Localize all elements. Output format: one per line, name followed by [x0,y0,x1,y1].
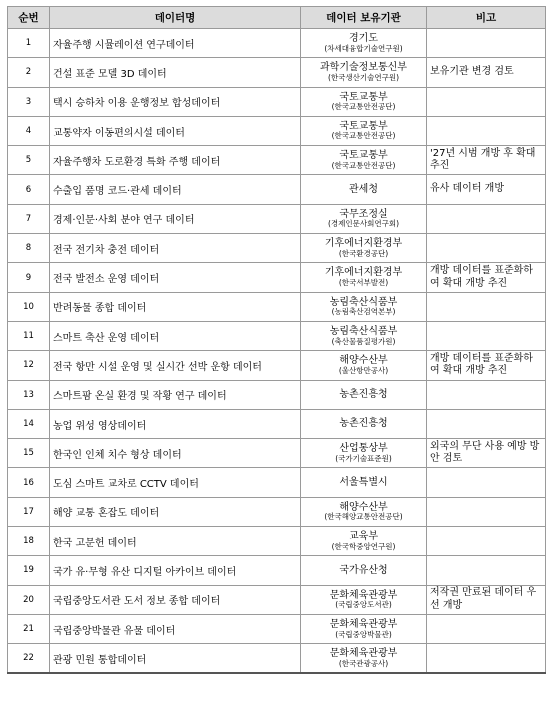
organization-cell [301,234,427,263]
row-number: 15 [8,439,50,468]
organization-main: 농촌진흥청 [339,418,388,430]
data-table [7,6,546,674]
note-cell [427,204,546,233]
note-cell [427,497,546,526]
organization-sub: (한국생산기술연구원) [327,72,400,82]
organization-main: 산업통상부 [339,443,388,455]
note-cell: 개방 데이터를 표준화하여 확대 개방 추진 [427,263,546,292]
organization-sub: (한국서부발전) [338,277,389,287]
organization-main: 문화체육관광부 [329,619,398,631]
data-name-cell: 한국 고문헌 데이터 [50,527,301,556]
organization-main: 국토교통부 [339,150,388,162]
row-number: 8 [8,234,50,263]
organization-sub: (차세대융합기술연구원) [324,43,403,53]
organization-cell [301,175,427,204]
note-cell: 외국의 무단 사용 예방 방안 검토 [427,439,546,468]
row-number: 20 [8,585,50,614]
table-row [8,321,546,350]
data-name-cell: 해양 교통 혼잡도 데이터 [50,497,301,526]
data-name-cell: 자율주행 시뮬레이션 연구데이터 [50,29,301,58]
table-row [8,614,546,643]
table-row [8,87,546,116]
data-name-cell: 수출입 품명 코드·관세 데이터 [50,175,301,204]
organization-cell [301,614,427,643]
note-cell [427,409,546,438]
note-cell: '27년 시범 개방 후 확대 추진 [427,146,546,175]
data-name-cell: 국립중앙박물관 유물 데이터 [50,614,301,643]
row-number: 22 [8,644,50,673]
organization-sub: (경제인문사회연구회) [327,219,400,229]
organization-main: 경기도 [349,33,378,45]
data-name-cell: 교통약자 이동편의시설 데이터 [50,116,301,145]
organization-cell [301,321,427,350]
organization-cell [301,497,427,526]
data-name-cell: 전국 항만 시설 운영 및 실시간 선박 운항 데이터 [50,351,301,380]
note-cell [427,380,546,409]
organization-cell [301,439,427,468]
organization-sub: (국가기술표준원) [335,453,392,463]
data-name-cell: 건설 표준 모델 3D 데이터 [50,58,301,87]
table-row [8,468,546,497]
organization-cell [301,58,427,87]
note-cell [427,468,546,497]
row-number: 6 [8,175,50,204]
organization-cell [301,204,427,233]
organization-sub: (한국관광공사) [338,658,389,668]
data-name-cell: 택시 승하차 이용 운행정보 합성데이터 [50,87,301,116]
data-name-cell: 관광 민원 통합데이터 [50,644,301,673]
organization-sub: (한국교통안전공단) [331,102,396,112]
row-number: 3 [8,87,50,116]
organization-cell [301,556,427,585]
row-number: 10 [8,292,50,321]
organization-main: 국토교통부 [339,120,388,132]
row-number: 11 [8,321,50,350]
organization-sub: (한국교통안전공단) [331,131,396,141]
organization-cell [301,585,427,614]
organization-main: 해양수산부 [339,355,388,367]
row-number: 17 [8,497,50,526]
organization-sub: (한국학중앙연구원) [331,541,396,551]
header-organization: 데이터 보유기관 [301,7,427,29]
note-cell [427,234,546,263]
table-row [8,409,546,438]
header-data-name: 데이터명 [50,7,301,29]
data-name-cell: 도심 스마트 교차로 CCTV 데이터 [50,468,301,497]
row-number: 14 [8,409,50,438]
header-note: 비고 [427,7,546,29]
note-cell: 보유기관 변경 검토 [427,58,546,87]
organization-cell [301,527,427,556]
organization-main: 농림축산식품부 [329,326,398,338]
organization-sub: (한국환경공단) [338,248,389,258]
organization-cell [301,644,427,673]
data-name-cell: 한국인 인체 치수 형상 데이터 [50,439,301,468]
organization-sub: (한국해양교통안전공단) [324,512,403,522]
row-number: 13 [8,380,50,409]
organization-sub: (울산항만공사) [338,365,389,375]
row-number: 4 [8,116,50,145]
row-number: 1 [8,29,50,58]
note-cell [427,614,546,643]
table-row [8,292,546,321]
table-row [8,29,546,58]
header-row [8,7,546,29]
table-row [8,175,546,204]
organization-main: 농림축산식품부 [329,296,398,308]
organization-main: 국무조정실 [339,208,388,220]
organization-cell [301,29,427,58]
header-no: 순번 [8,7,50,29]
note-cell [427,292,546,321]
data-name-cell: 전국 발전소 운영 데이터 [50,263,301,292]
data-name-cell: 국립중앙도서관 도서 정보 종합 데이터 [50,585,301,614]
table-row [8,439,546,468]
data-name-cell: 스마트팜 온실 환경 및 작황 연구 데이터 [50,380,301,409]
organization-main: 기후에너지환경부 [324,238,403,250]
note-cell [427,527,546,556]
organization-main: 서울특별시 [339,476,388,488]
table-row [8,234,546,263]
organization-main: 해양수산부 [339,501,388,513]
table-row [8,497,546,526]
data-name-cell: 자율주행차 도로환경 특화 주행 데이터 [50,146,301,175]
organization-main: 문화체육관광부 [329,648,398,660]
note-cell: 개방 데이터를 표준화하여 확대 개방 추진 [427,351,546,380]
organization-cell [301,468,427,497]
table-row [8,585,546,614]
row-number: 9 [8,263,50,292]
organization-sub: (농림축산검역본부) [331,307,396,317]
organization-main: 농촌진흥청 [339,388,388,400]
note-cell [427,556,546,585]
organization-cell [301,87,427,116]
note-cell [427,29,546,58]
organization-cell [301,380,427,409]
organization-cell [301,116,427,145]
table-row [8,58,546,87]
organization-cell [301,263,427,292]
note-cell [427,87,546,116]
table-row [8,263,546,292]
data-name-cell: 농업 위성 영상데이터 [50,409,301,438]
row-number: 5 [8,146,50,175]
organization-sub: (축산물품질평가원) [331,336,396,346]
organization-main: 과학기술정보통신부 [320,62,407,74]
data-name-cell: 전국 전기차 충전 데이터 [50,234,301,263]
table-row [8,380,546,409]
data-name-cell: 경제·인문·사회 분야 연구 데이터 [50,204,301,233]
table-row [8,351,546,380]
table-row [8,556,546,585]
organization-cell [301,409,427,438]
table-row [8,116,546,145]
table-row [8,527,546,556]
note-cell [427,644,546,673]
organization-main: 문화체육관광부 [329,589,398,601]
organization-sub: (한국교통안전공단) [331,160,396,170]
data-name-cell: 스마트 축산 운영 데이터 [50,321,301,350]
organization-cell [301,292,427,321]
organization-main: 기후에너지환경부 [324,267,403,279]
row-number: 21 [8,614,50,643]
organization-main: 관세청 [349,183,378,195]
data-name-cell: 국가 유·무형 유산 디지털 아카이브 데이터 [50,556,301,585]
row-number: 19 [8,556,50,585]
row-number: 7 [8,204,50,233]
row-number: 2 [8,58,50,87]
row-number: 12 [8,351,50,380]
organization-sub: (국립중앙박물관) [335,629,392,639]
note-cell: 유사 데이터 개방 [427,175,546,204]
note-cell: 저작권 만료된 데이터 우선 개방 [427,585,546,614]
note-cell [427,321,546,350]
organization-main: 국가유산청 [339,564,388,576]
row-number: 18 [8,527,50,556]
data-name-cell: 반려동물 종합 데이터 [50,292,301,321]
table-row [8,644,546,673]
note-cell [427,116,546,145]
table-row [8,146,546,175]
row-number: 16 [8,468,50,497]
organization-main: 교육부 [349,531,378,543]
organization-cell [301,146,427,175]
organization-main: 국토교통부 [339,91,388,103]
organization-sub: (국립중앙도서관) [335,600,392,610]
organization-cell [301,351,427,380]
table-row [8,204,546,233]
